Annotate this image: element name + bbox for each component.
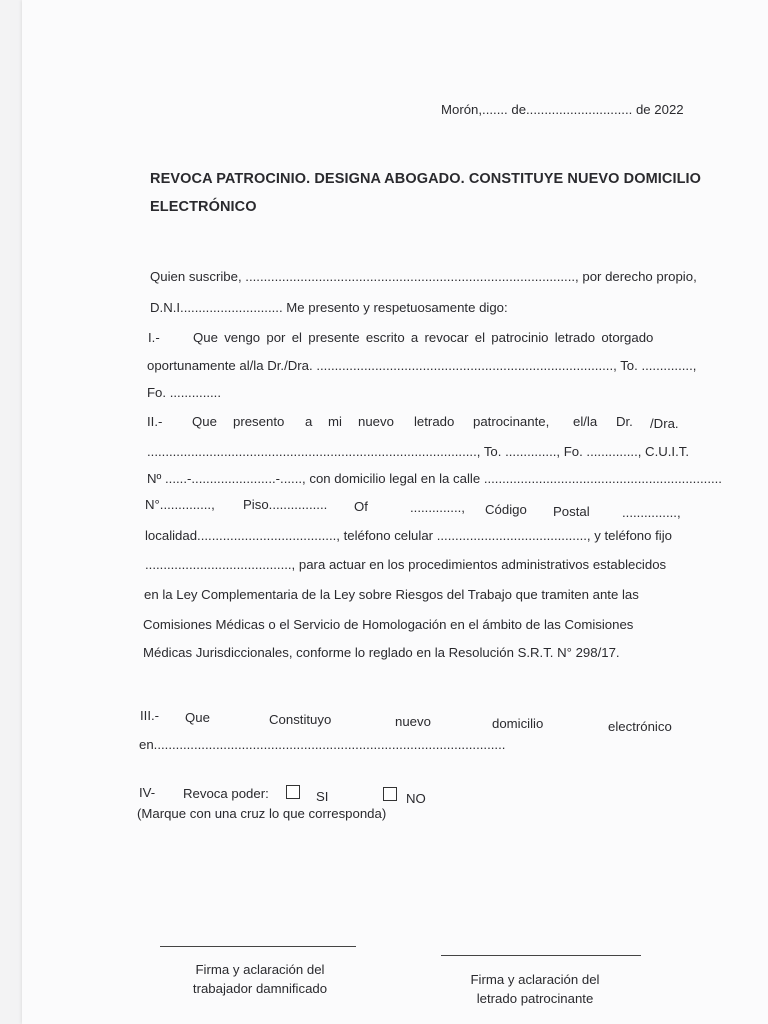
checkbox-no[interactable] [383, 787, 397, 801]
section-2-piso: Piso................ [243, 497, 328, 512]
body-line-suscribe: Quien suscribe, .........................................................................................., por derecho propio, [150, 269, 697, 284]
date-line: Morón,....... de............................. de 2022 [441, 102, 684, 117]
section-2-number: II.- [147, 414, 163, 429]
section-2-line-8: Comisiones Médicas o el Servicio de Homologación en el ámbito de las Comisiones [143, 617, 634, 632]
section-3-line-2: en................................................................................................ [139, 737, 506, 752]
section-2-word: Dr. [616, 414, 633, 429]
section-2-word: /Dra. [650, 416, 679, 431]
section-2-line-5: localidad......................................, teléfono celular ........................................., y teléfono fijo [145, 528, 672, 543]
section-2-word: mi [328, 414, 342, 429]
section-2-word: a [305, 414, 313, 429]
signature-caption-lawyer-1: Firma y aclaración del [470, 972, 600, 987]
section-2-word: nuevo [358, 414, 394, 429]
section-2-line-9: Médicas Jurisdiccionales, conforme lo reglado en la Resolución S.R.T. N° 298/17. [143, 645, 620, 660]
section-2-codigo: Código [485, 502, 527, 517]
section-1-line-2: oportunamente al/la Dr./Dra. ................................................................................., To. .............., [147, 358, 697, 373]
section-3-word: Que [185, 710, 210, 725]
section-3-number: III.- [140, 708, 160, 723]
section-2-word: presento [233, 414, 285, 429]
body-line-dni: D.N.I............................ Me presento y respetuosamente digo: [150, 300, 508, 315]
section-2-line-3: Nº ......-.......................-......, con domicilio legal en la calle ................................................................. [147, 471, 722, 486]
section-4-number: IV- [139, 785, 156, 800]
signature-line-lawyer [441, 955, 641, 956]
section-2-word: letrado [414, 414, 455, 429]
section-3-word: Constituyo [269, 712, 332, 727]
section-2-word: el/la [573, 414, 598, 429]
document-title-line-1: REVOCA PATROCINIO. DESIGNA ABOGADO. CONSTITUYE NUEVO DOMICILIO [150, 171, 702, 187]
instruction-note: (Marque con una cruz lo que corresponda) [137, 806, 387, 821]
section-3-word: nuevo [395, 714, 431, 729]
signature-line-worker [160, 946, 356, 947]
signature-caption-lawyer-2: letrado patrocinante [476, 991, 594, 1006]
document-title-line-2: ELECTRÓNICO [150, 199, 257, 215]
section-2-line-7: en la Ley Complementaria de la Ley sobre Riesgos del Trabajo que tramiten ante las [144, 587, 639, 602]
section-2-postal: Postal [553, 504, 590, 519]
section-2-of-dots: .............., [410, 500, 465, 515]
section-1-text: Que vengo por el presente escrito a revocar el patrocinio letrado otorgado [193, 330, 654, 345]
revoca-poder-label: Revoca poder: [183, 786, 269, 801]
signature-caption-worker-1: Firma y aclaración del [195, 962, 325, 977]
section-2-numero: N°.............., [145, 497, 215, 512]
checkbox-no-label: NO [406, 791, 426, 806]
section-1-number: I.- [148, 330, 160, 345]
section-1-line-3: Fo. .............. [147, 385, 222, 400]
section-2-word: patrocinante, [473, 414, 550, 429]
checkbox-si[interactable] [286, 785, 300, 799]
signature-caption-worker-2: trabajador damnificado [192, 981, 328, 996]
section-2-line-2: .........................................................................................., To. .............., Fo. .............., C.U.I.T. [147, 444, 690, 459]
checkbox-si-label: SI [316, 789, 329, 804]
section-2-word: Que [192, 414, 217, 429]
section-2-of: Of [354, 499, 368, 514]
section-3-word: domicilio [492, 716, 544, 731]
section-2-cp-dots: ..............., [622, 505, 681, 520]
section-3-word: electrónico [608, 719, 672, 734]
section-2-line-6: ........................................, para actuar en los procedimientos administrativos establecidos [145, 557, 667, 572]
